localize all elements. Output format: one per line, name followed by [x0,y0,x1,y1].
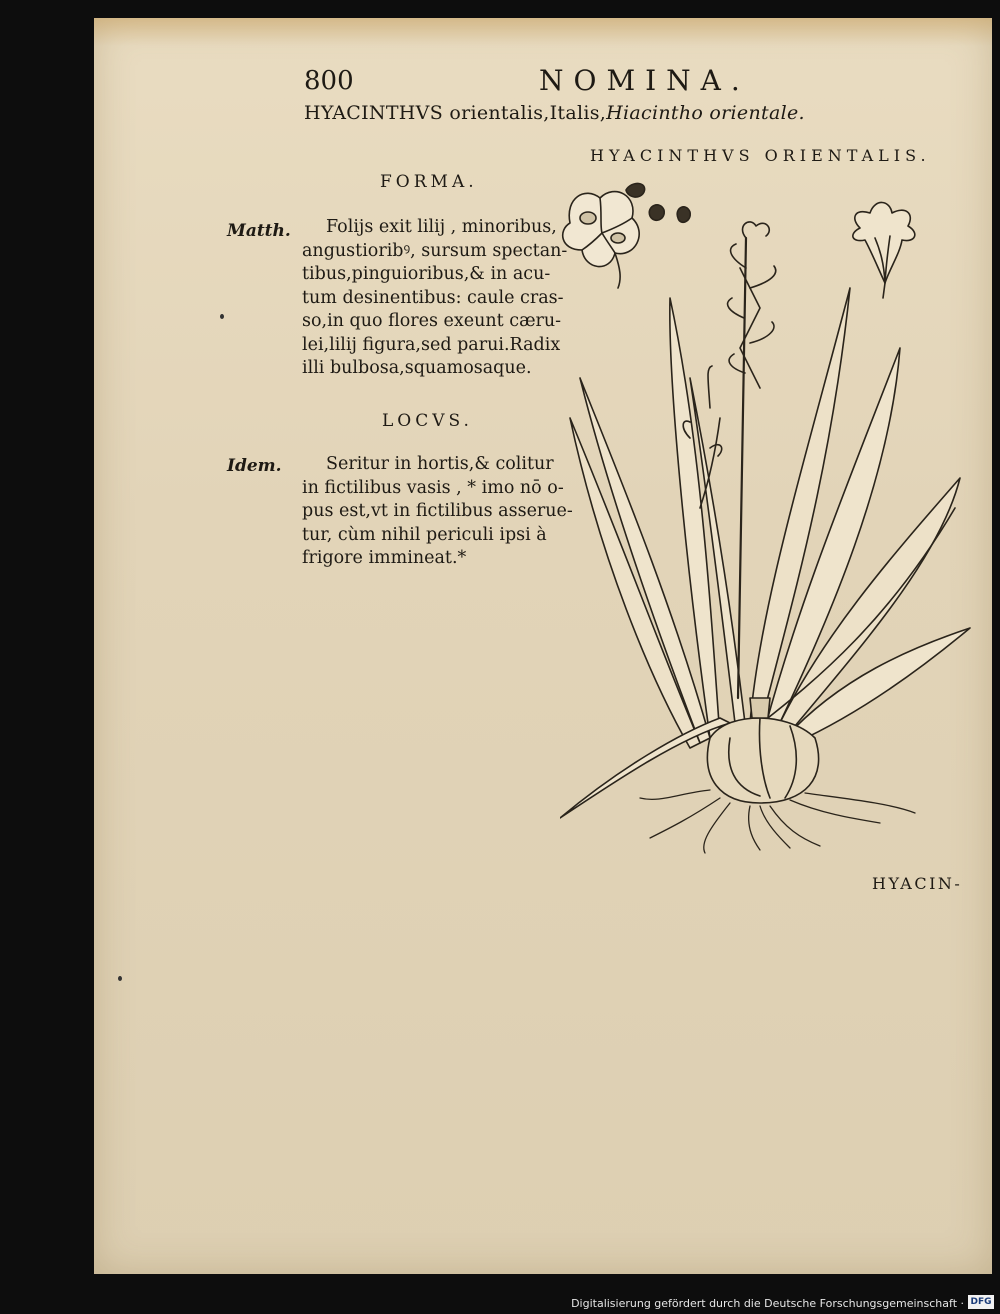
title-line [304,102,805,124]
section-heading-forma: FORMA. [380,172,478,192]
dfg-logo: DFG [968,1295,994,1309]
paragraph-locus [302,453,573,571]
seeds-drawing [626,183,690,222]
text-line: angustioribꝰ, sursum spectan- [302,240,568,261]
catchword: HYACIN- [872,874,963,893]
text-line: pus est,vt in fictilibus asserue- [302,501,573,521]
text-line: frigore immineat.* [302,548,467,568]
digitization-credit: Digitalisierung gefördert durch die Deutsche Forschungsgemeinschaft · [571,1297,964,1310]
seed-capsule-drawing [563,192,639,288]
flower-detail-drawing [853,202,915,298]
marginal-note-matth: Matth. [227,221,291,241]
text-line: tibus,pinguioribus,& in acu- [302,264,551,284]
hyacinth-illustration [560,178,980,858]
ink-speck [220,314,224,319]
text-line: in fictilibus vasis , * imo nō o- [302,477,564,498]
book-page [94,18,992,1274]
text-line: Folijs exit lilij , minoribus, [326,217,557,237]
page-edge-stain [94,18,992,46]
text-line: lei,lilij figura,sed parui.Radix [302,334,561,355]
text-line: so,in quo flores exeunt cæru- [302,311,562,331]
section-heading-locus: LOCVS. [382,411,473,431]
running-head: NOMINA. [539,64,750,97]
text-line: illi bulbosa,squamosaque. [302,358,532,378]
text-line: tum desinentibus: caule cras- [302,287,564,308]
ink-speck [118,976,122,981]
figure-caption: HYACINTHVS ORIENTALIS. [590,146,931,165]
text-line: tur, cùm nihil periculi ipsi à [302,524,547,545]
title-italic: Hiacintho orientale. [606,102,805,124]
paragraph-forma [302,216,568,381]
page-number: 800 [304,66,354,96]
title-roman: HYACINTHVS orientalis,Italis, [304,102,607,124]
marginal-note-idem: Idem. [227,456,282,476]
text-line: Seritur in hortis,& colitur [326,454,554,474]
